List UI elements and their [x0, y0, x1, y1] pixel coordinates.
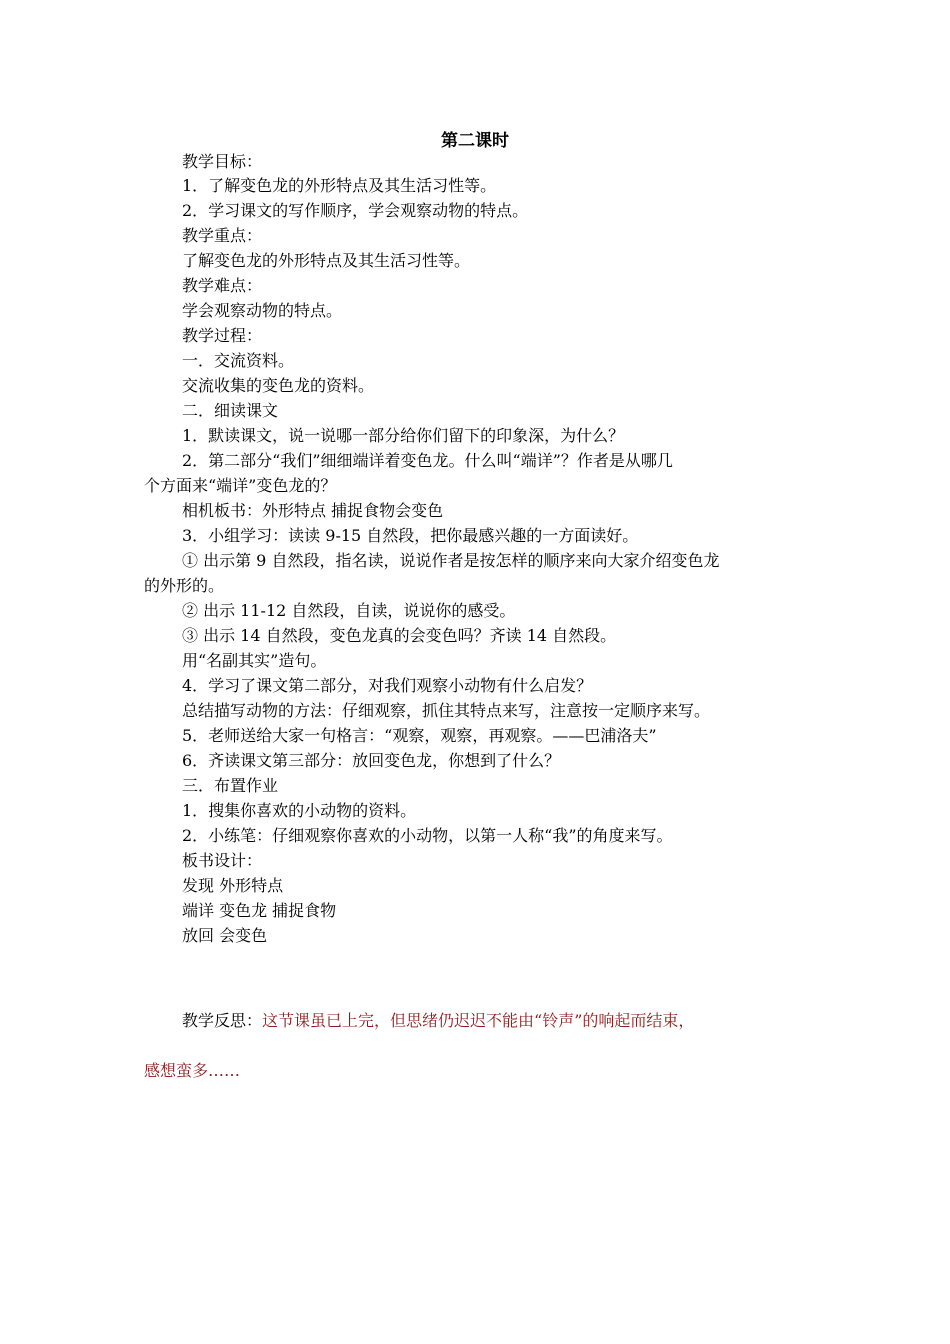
reflection-text-continued: 感想蛮多……: [144, 1061, 241, 1080]
text-line: 教学过程：: [182, 326, 263, 345]
text-line: 6．齐读课文第三部分：放回变色龙，你想到了什么？: [182, 751, 561, 770]
reflection-label: 教学反思：: [182, 1011, 263, 1030]
text-line: ② 出示 11-12 自然段，自读，说说你的感受。: [182, 601, 516, 620]
text-line: 教学重点：: [182, 226, 263, 245]
text-line: 2．学习课文的写作顺序，学会观察动物的特点。: [182, 201, 529, 220]
text-line: 3．小组学习：读读 9-15 自然段，把你最感兴趣的一方面读好。: [182, 526, 639, 545]
text-line: 1．了解变色龙的外形特点及其生活习性等。: [182, 176, 497, 195]
reflection-text: 这节课虽已上完，但思绪仍迟迟不能由“铃声”的响起而结束，: [262, 1011, 695, 1030]
text-line: 教学难点：: [182, 276, 263, 295]
lesson-title: 第二课时: [441, 131, 509, 151]
text-line: 板书设计：: [182, 851, 263, 870]
text-line: 发现 外形特点: [182, 876, 284, 895]
text-line: ③ 出示 14 自然段，变色龙真的会变色吗？齐读 14 自然段。: [182, 626, 617, 645]
text-line: 二．细读课文: [182, 401, 279, 420]
text-line: 教学目标：: [182, 152, 263, 171]
text-line: 一．交流资料。: [182, 351, 295, 370]
text-line: 1．搜集你喜欢的小动物的资料。: [182, 801, 417, 820]
text-line: 了解变色龙的外形特点及其生活习性等。: [182, 251, 471, 270]
text-line: 的外形的。: [144, 576, 225, 595]
text-line: 1．默读课文，说一说哪一部分给你们留下的印象深，为什么？: [182, 426, 625, 445]
text-line: 相机板书：外形特点 捕捉食物会变色: [182, 501, 444, 520]
text-line: 学会观察动物的特点。: [182, 301, 343, 320]
text-line: 交流收集的变色龙的资料。: [182, 376, 375, 395]
text-line: 5．老师送给大家一句格言：“观察，观察，再观察。——巴浦洛夫”: [182, 726, 657, 745]
text-line: 放回 会变色: [182, 926, 268, 945]
text-line: ① 出示第 9 自然段，指名读，说说作者是按怎样的顺序来向大家介绍变色龙: [182, 551, 720, 570]
text-line: 总结描写动物的方法：仔细观察，抓住其特点来写，注意按一定顺序来写。: [182, 701, 711, 720]
reflection-line: [182, 1009, 694, 1033]
text-line: 三．布置作业: [182, 776, 279, 795]
text-line: 2．小练笔：仔细观察你喜欢的小动物，以第一人称“我”的角度来写。: [182, 826, 673, 845]
text-line: 端详 变色龙 捕捉食物: [182, 901, 337, 920]
text-line: 2．第二部分“我们”细细端详着变色龙。什么叫“端详”？作者是从哪几: [182, 451, 673, 470]
text-line: 个方面来“端详”变色龙的？: [144, 476, 337, 495]
text-line: 用“名副其实”造句。: [182, 651, 327, 670]
text-line: 4．学习了课文第二部分，对我们观察小动物有什么启发？: [182, 676, 593, 695]
